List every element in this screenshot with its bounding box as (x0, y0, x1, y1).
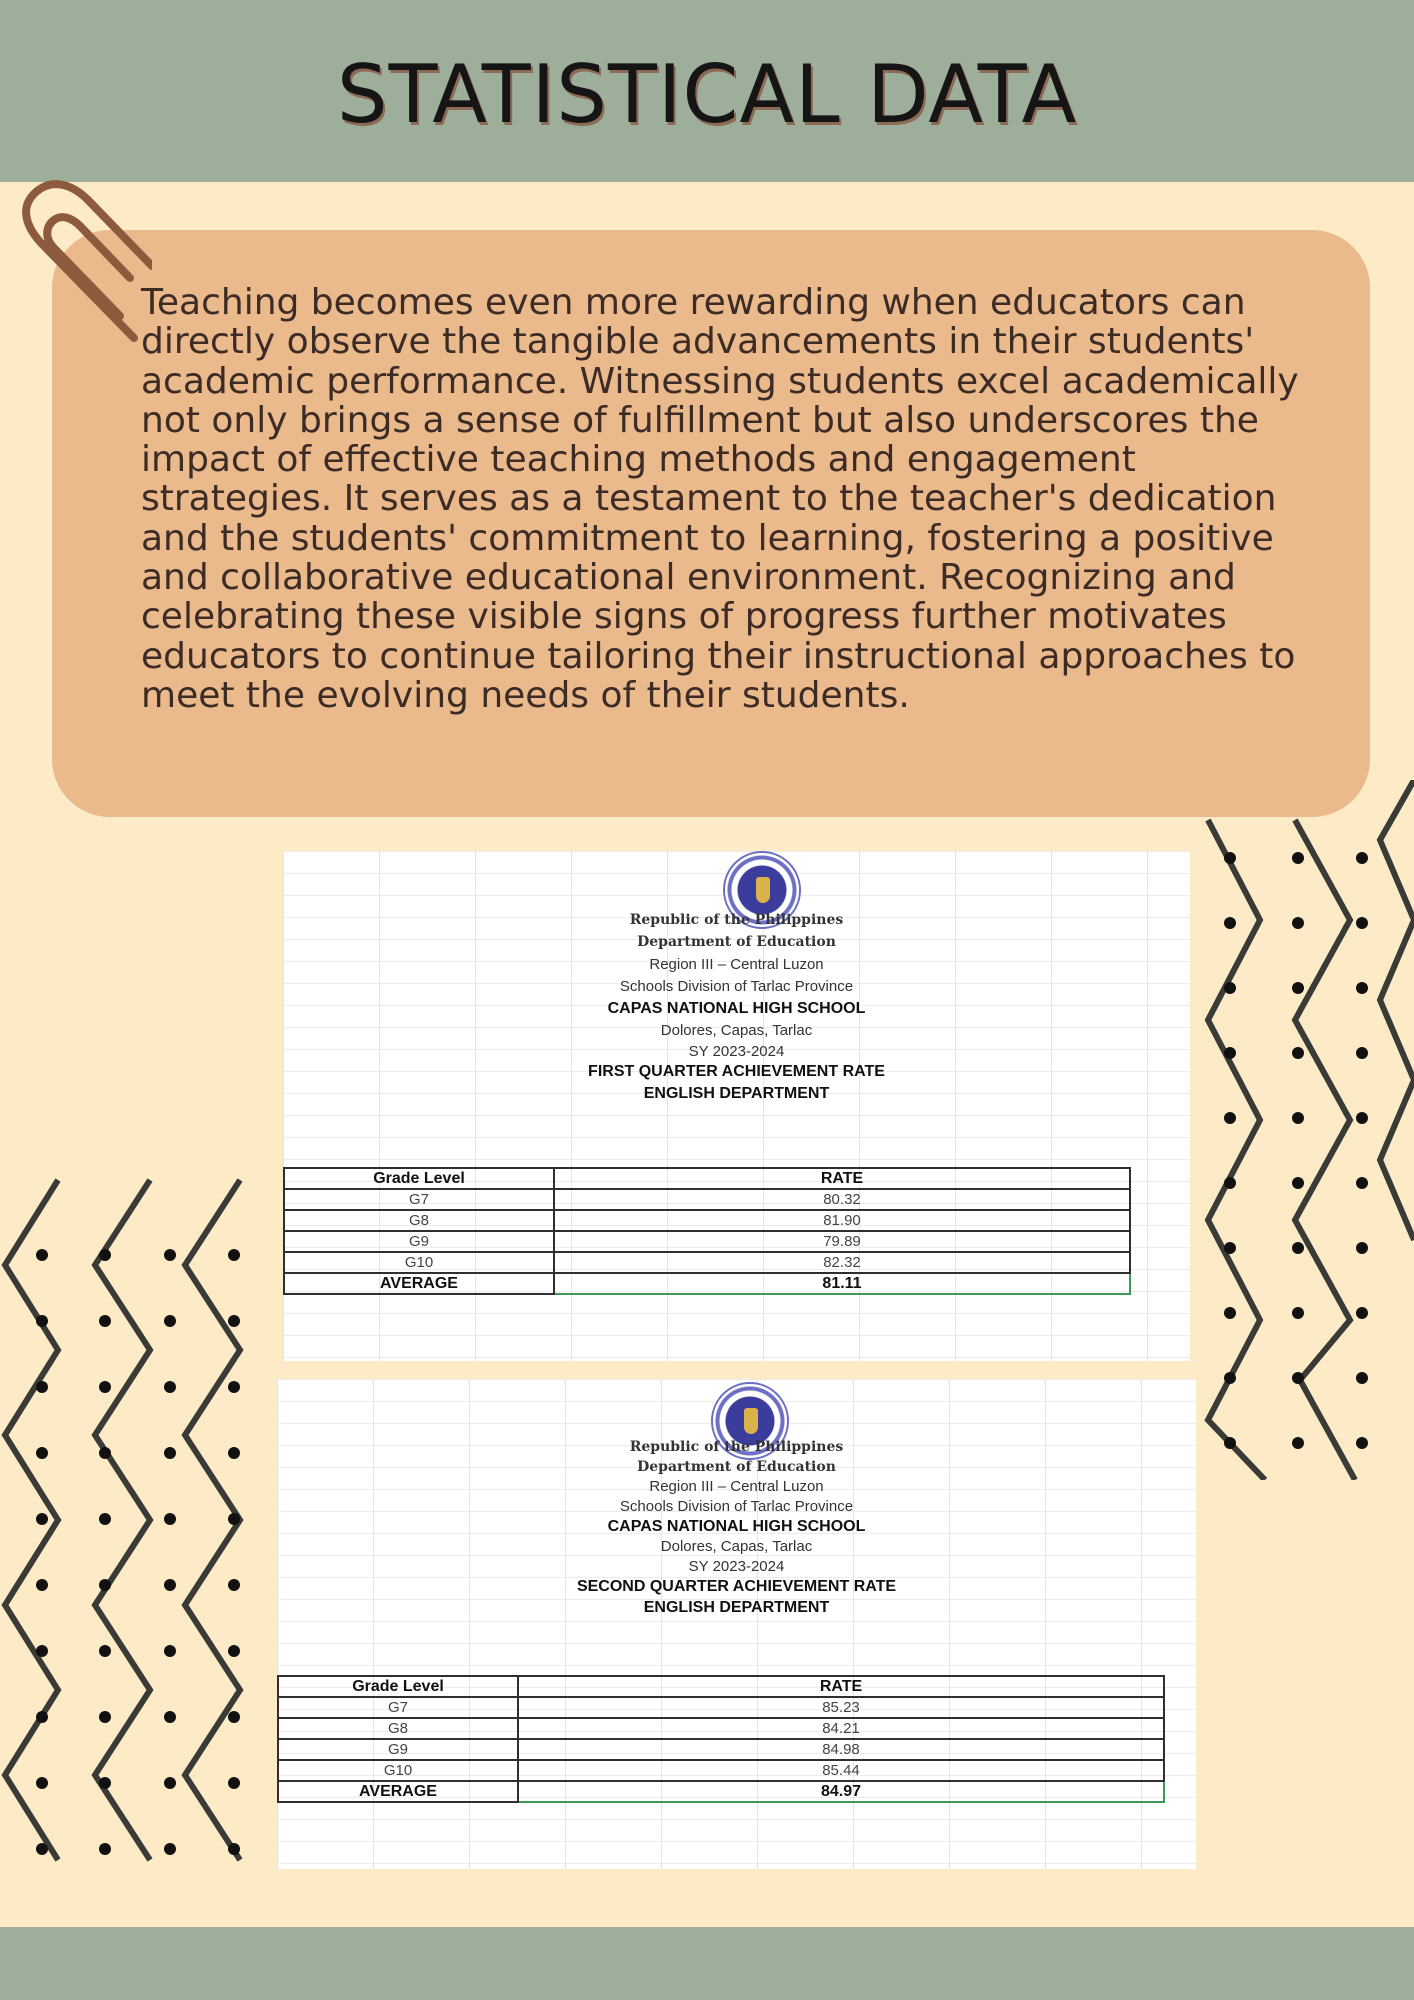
region-line: Region III – Central Luzon (649, 956, 824, 973)
table-row (284, 1210, 1130, 1231)
rate-cell: 85.44 (518, 1760, 1164, 1781)
table-row (278, 1739, 1164, 1760)
zigzag-pattern-left (0, 1175, 250, 1930)
school-year-line: SY 2023-2024 (688, 1043, 785, 1060)
rate-cell: 79.89 (554, 1231, 1130, 1252)
grade-cell: G8 (278, 1718, 518, 1739)
report-title: SECOND QUARTER ACHIEVEMENT RATE (576, 1578, 897, 1595)
rate-cell: 84.21 (518, 1718, 1164, 1739)
table-row (278, 1760, 1164, 1781)
table-row (284, 1189, 1130, 1210)
grade-cell: AVERAGE (284, 1273, 554, 1294)
table-header-row (278, 1676, 1164, 1697)
average-row (284, 1273, 1130, 1294)
column-header: Grade Level (278, 1676, 518, 1697)
republic-line: Republic of the Philippines (629, 912, 844, 928)
paperclip-icon (2, 180, 152, 350)
table-row (278, 1697, 1164, 1718)
first-quarter-sheet (283, 851, 1190, 1361)
grade-cell: G9 (278, 1739, 518, 1760)
rate-cell: 81.11 (554, 1273, 1130, 1294)
rate-cell: 81.90 (554, 1210, 1130, 1231)
zigzag-pattern-right (1200, 780, 1414, 1480)
rate-cell: 80.32 (554, 1189, 1130, 1210)
grade-cell: G9 (284, 1231, 554, 1252)
address-line: Dolores, Capas, Tarlac (660, 1022, 813, 1039)
address-line: Dolores, Capas, Tarlac (660, 1538, 813, 1555)
republic-line: Republic of the Philippines (629, 1439, 844, 1455)
second-quarter-sheet (277, 1379, 1196, 1869)
table-row (278, 1718, 1164, 1739)
grade-cell: G8 (284, 1210, 554, 1231)
table-row (284, 1252, 1130, 1273)
rate-cell: 85.23 (518, 1697, 1164, 1718)
grade-cell: G7 (278, 1697, 518, 1718)
department-line: Department of Education (637, 934, 836, 950)
grade-cell: G10 (284, 1252, 554, 1273)
average-row (278, 1781, 1164, 1802)
division-line: Schools Division of Tarlac Province (619, 1498, 854, 1515)
department-name: ENGLISH DEPARTMENT (643, 1599, 830, 1616)
rate-table (283, 1167, 1131, 1295)
column-header: RATE (554, 1168, 1130, 1189)
school-year-line: SY 2023-2024 (688, 1558, 785, 1575)
column-header: Grade Level (284, 1168, 554, 1189)
school-line: CAPAS NATIONAL HIGH SCHOOL (607, 1000, 866, 1017)
department-line: Department of Education (637, 1459, 836, 1475)
grade-cell: AVERAGE (278, 1781, 518, 1802)
table-row (284, 1231, 1130, 1252)
rate-cell: 84.98 (518, 1739, 1164, 1760)
rate-cell: 84.97 (518, 1781, 1164, 1802)
report-title: FIRST QUARTER ACHIEVEMENT RATE (588, 1063, 885, 1080)
school-line: CAPAS NATIONAL HIGH SCHOOL (607, 1518, 866, 1535)
column-header: RATE (518, 1676, 1164, 1697)
grade-cell: G10 (278, 1760, 518, 1781)
division-line: Schools Division of Tarlac Province (619, 978, 854, 995)
region-line: Region III – Central Luzon (649, 1478, 824, 1495)
table-header-row (284, 1168, 1130, 1189)
page-title: STATISTICAL DATA (336, 48, 1078, 141)
rate-table (277, 1675, 1165, 1803)
footer-band (0, 1927, 1414, 2000)
intro-paragraph: Teaching becomes even more rewarding when educators can directly observe the tangible advancements in their students' academic performance. Witnessing students excel academically not only brings a sense of fulfillment but also underscores the impact of effective teaching methods and engagement strategies. It serves as a testament to the teacher's dedication and the students' commitment to learning, fostering a positive and collaborative educational environment. Recognizing and celebrating these visible signs of progress further motivates educators to continue tailoring their instructional approaches to meet the evolving needs of their students. (141, 282, 1299, 716)
grade-cell: G7 (284, 1189, 554, 1210)
department-name: ENGLISH DEPARTMENT (643, 1085, 830, 1102)
rate-cell: 82.32 (554, 1252, 1130, 1273)
